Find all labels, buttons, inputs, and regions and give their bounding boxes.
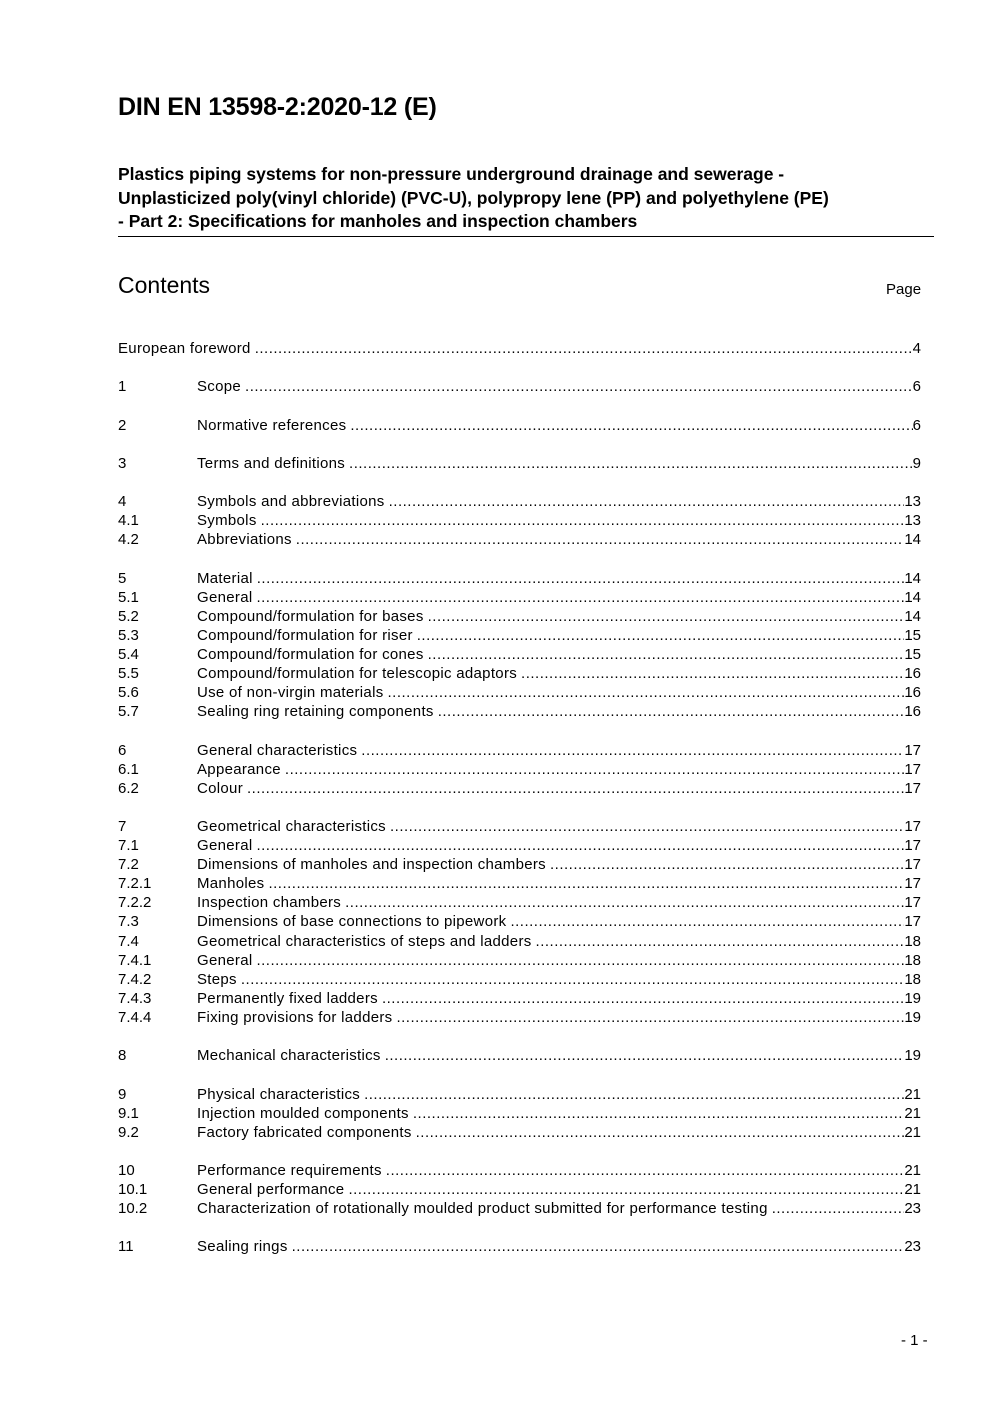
toc-entry-body xyxy=(197,511,921,530)
dot-leader xyxy=(261,511,905,530)
toc-entry[interactable] xyxy=(118,702,921,721)
toc-entry-body xyxy=(197,454,921,473)
toc-entry-title: Compound/formulation for cones xyxy=(197,645,424,663)
toc-entry-title: Dimensions of manholes and inspection chambers xyxy=(197,856,546,874)
dot-leader xyxy=(428,645,905,664)
toc-entry-number: 7.4.1 xyxy=(118,951,152,969)
toc-entry-body xyxy=(197,588,921,607)
toc-entry-title: Use of non-virgin materials xyxy=(197,684,384,702)
toc-entry-title: Compound/formulation for telescopic adaptors xyxy=(197,665,518,683)
dot-leader xyxy=(268,874,904,893)
toc-entry-page: 16 xyxy=(904,665,921,683)
toc-entry-page: 14 xyxy=(904,607,921,625)
toc-entry[interactable] xyxy=(118,339,921,358)
toc-entry-body xyxy=(197,626,921,645)
toc-entry-number: 7.4 xyxy=(118,932,139,950)
toc-entry[interactable] xyxy=(118,683,921,702)
toc-entry-page: 17 xyxy=(904,894,921,912)
toc-entry[interactable] xyxy=(118,1085,921,1104)
toc-entry-page: 21 xyxy=(904,1085,921,1103)
toc-entry-number: 6.1 xyxy=(118,760,139,778)
toc-entry-title: Symbols xyxy=(197,512,257,530)
toc-entry-number: 2 xyxy=(118,416,127,434)
toc-entry-page: 15 xyxy=(904,626,921,644)
toc-entry-title: General xyxy=(197,588,253,606)
dot-leader xyxy=(385,1046,905,1065)
toc-entry-number: 7.4.3 xyxy=(118,989,152,1007)
toc-entry-page: 13 xyxy=(904,512,921,530)
page-column-heading: Page xyxy=(886,281,922,298)
toc-entry-number: 9 xyxy=(118,1085,127,1103)
toc-entry-body xyxy=(197,970,921,989)
dot-leader xyxy=(521,664,904,683)
toc-entry[interactable] xyxy=(118,1237,921,1256)
dot-leader xyxy=(390,817,904,836)
toc-entry-page: 17 xyxy=(904,837,921,855)
toc-entry-body xyxy=(118,339,921,358)
toc-entry[interactable] xyxy=(118,989,921,1008)
toc-entry[interactable] xyxy=(118,1008,921,1027)
toc-entry-page: 4 xyxy=(912,340,921,357)
title-line: Plastics piping systems for non-pressure underground drainage and sewerage - xyxy=(118,164,785,184)
toc-entry-title: General xyxy=(197,951,253,969)
dot-leader xyxy=(256,951,904,970)
toc-entry-number: 7.2.2 xyxy=(118,894,152,912)
toc-entry-number: 10.1 xyxy=(118,1181,148,1199)
toc-entry-body xyxy=(197,779,921,798)
toc-entry-number: 5.3 xyxy=(118,626,139,644)
toc-entry-number: 7.2.1 xyxy=(118,875,152,893)
toc-entry-title: Performance requirements xyxy=(197,1161,382,1179)
toc-entry-page: 19 xyxy=(904,989,921,1007)
toc-entry[interactable] xyxy=(118,817,921,836)
toc-entry-number: 5.6 xyxy=(118,684,139,702)
toc-entry[interactable] xyxy=(118,530,921,549)
toc-entry-body xyxy=(197,607,921,626)
toc-entry-page: 18 xyxy=(904,970,921,988)
toc-entry-title: Material xyxy=(197,569,253,587)
toc-entry-number: 9.2 xyxy=(118,1123,139,1141)
toc-entry-number: 4.1 xyxy=(118,512,139,530)
toc-entry-page: 17 xyxy=(904,760,921,778)
toc-entry-body xyxy=(197,1046,921,1065)
toc-entry-title: Injection moulded components xyxy=(197,1104,409,1122)
dot-leader xyxy=(255,339,913,358)
toc-entry[interactable] xyxy=(118,1161,921,1180)
title-line: - Part 2: Specifications for manholes and inspection chambers xyxy=(118,211,638,231)
dot-leader xyxy=(389,492,905,511)
toc-entry-page: 14 xyxy=(904,588,921,606)
toc-entry-number: 11 xyxy=(118,1238,134,1256)
toc-entry-page: 19 xyxy=(904,1047,921,1065)
toc-entry-body xyxy=(197,492,921,511)
dot-leader xyxy=(417,626,905,645)
toc-entry-title: Mechanical characteristics xyxy=(197,1047,381,1065)
dot-leader xyxy=(536,932,905,951)
toc-entry[interactable] xyxy=(118,664,921,683)
toc-entry-title: General xyxy=(197,837,253,855)
toc-entry-title: General performance xyxy=(197,1181,345,1199)
toc-entry-number: 8 xyxy=(118,1047,127,1065)
toc-entry-page: 19 xyxy=(904,1008,921,1026)
toc-entry-body xyxy=(197,1199,921,1218)
dot-leader xyxy=(413,1104,904,1123)
toc-entry-body xyxy=(197,702,921,721)
toc-entry[interactable] xyxy=(118,511,921,530)
toc-entry-body xyxy=(197,760,921,779)
toc-entry-body xyxy=(197,817,921,836)
dot-leader xyxy=(350,416,912,435)
toc-entry-body xyxy=(197,874,921,893)
toc-entry-body xyxy=(197,836,921,855)
toc-entry-page: 16 xyxy=(904,703,921,721)
toc-entry[interactable] xyxy=(118,626,921,645)
dot-leader xyxy=(256,588,904,607)
toc-entry-page: 9 xyxy=(912,454,921,472)
toc-entry-title: Dimensions of base connections to pipework xyxy=(197,913,507,931)
dot-leader xyxy=(348,1180,904,1199)
toc-entry-page: 16 xyxy=(904,684,921,702)
toc-entry[interactable] xyxy=(118,1123,921,1142)
toc-entry-page: 21 xyxy=(904,1181,921,1199)
toc-entry-body xyxy=(197,569,921,588)
toc-entry-title: Steps xyxy=(197,970,237,988)
toc-entry[interactable] xyxy=(118,1199,921,1218)
toc-entry-number: 5.4 xyxy=(118,645,139,663)
dot-leader xyxy=(772,1199,905,1218)
dot-leader xyxy=(428,607,905,626)
toc-entry-page: 18 xyxy=(904,932,921,950)
toc-entry-body xyxy=(197,664,921,683)
dot-leader xyxy=(296,530,905,549)
toc-entry[interactable] xyxy=(118,607,921,626)
dot-leader xyxy=(438,702,905,721)
toc-entry-number: 5.7 xyxy=(118,703,139,721)
dot-leader xyxy=(364,1085,904,1104)
toc-entry-number: 6.2 xyxy=(118,779,139,797)
dot-leader xyxy=(396,1008,904,1027)
dot-leader xyxy=(349,454,913,473)
toc-entry-number: 10.2 xyxy=(118,1200,148,1218)
toc-entry-number: 7.4.2 xyxy=(118,970,152,988)
toc-entry-page: 6 xyxy=(912,378,921,396)
toc-entry[interactable] xyxy=(118,970,921,989)
toc-entry-page: 17 xyxy=(904,818,921,835)
toc-entry-title: Permanently fixed ladders xyxy=(197,989,378,1007)
toc-entry[interactable] xyxy=(118,951,921,970)
toc-entry-body xyxy=(197,683,921,702)
toc-entry-title: Compound/formulation for bases xyxy=(197,607,424,625)
toc-entry[interactable] xyxy=(118,416,921,435)
dot-leader xyxy=(256,836,904,855)
toc-entry-title: Terms and definitions xyxy=(197,454,346,472)
toc-entry-number: 5 xyxy=(118,569,127,587)
dot-leader xyxy=(245,377,913,396)
toc-entry-body xyxy=(197,530,921,549)
toc-entry[interactable] xyxy=(118,569,921,588)
dot-leader xyxy=(510,912,904,931)
toc-entry-number: 7.2 xyxy=(118,856,139,874)
toc-entry[interactable] xyxy=(118,893,921,912)
toc-entry-page: 14 xyxy=(904,531,921,549)
toc-entry[interactable] xyxy=(118,741,921,760)
dot-leader xyxy=(361,741,904,760)
toc-entry-number: 9.1 xyxy=(118,1104,139,1122)
toc-entry[interactable] xyxy=(118,779,921,798)
toc-entry-body xyxy=(197,1104,921,1123)
toc-entry[interactable] xyxy=(118,492,921,511)
toc-entry-title: Inspection chambers xyxy=(197,894,342,912)
toc-entry[interactable] xyxy=(118,932,921,951)
toc-entry[interactable] xyxy=(118,760,921,779)
toc-entry-body xyxy=(197,855,921,874)
toc-entry-body xyxy=(197,932,921,951)
toc-entry-body xyxy=(197,1085,921,1104)
toc-entry-body xyxy=(197,912,921,931)
toc-entry-body xyxy=(197,645,921,664)
toc-entry-body xyxy=(197,1161,921,1180)
toc-entry[interactable] xyxy=(118,1104,921,1123)
page-number: - 1 - xyxy=(901,1332,928,1349)
toc-entry-number: 6 xyxy=(118,741,127,759)
toc-entry-page: 17 xyxy=(904,856,921,874)
contents-heading: Contents xyxy=(118,272,211,298)
toc-entry-number: 7.4.4 xyxy=(118,1008,152,1026)
toc-entry-title: Scope xyxy=(197,378,242,396)
toc-entry-page: 23 xyxy=(904,1200,921,1218)
dot-leader xyxy=(241,970,904,989)
toc-entry-number: 5.5 xyxy=(118,665,139,683)
toc-entry-title: General characteristics xyxy=(197,741,358,759)
toc-entry-number: 1 xyxy=(118,378,127,396)
toc-entry-number: 7.3 xyxy=(118,913,139,931)
toc-entry-title: Characterization of rotationally moulded product submitted for performance testing xyxy=(197,1200,768,1218)
toc-entry-title: Sealing rings xyxy=(197,1238,288,1256)
toc-entry-body xyxy=(197,377,921,396)
toc-entry-title: Colour xyxy=(197,779,243,797)
dot-leader xyxy=(388,683,905,702)
toc-entry-title: Physical characteristics xyxy=(197,1085,361,1103)
toc-entry-body xyxy=(197,951,921,970)
toc-entry[interactable] xyxy=(118,377,921,396)
toc-entry-number: 5.2 xyxy=(118,607,139,625)
toc-entry-page: 17 xyxy=(904,875,921,893)
toc-entry-page: 13 xyxy=(904,493,921,511)
toc-entry-number: 7 xyxy=(118,818,127,835)
toc-entry[interactable] xyxy=(118,874,921,893)
dot-leader xyxy=(345,893,904,912)
toc-entry-page: 14 xyxy=(904,569,921,587)
dot-leader xyxy=(292,1237,905,1256)
toc-entry[interactable] xyxy=(118,588,921,607)
toc-entry-body xyxy=(197,893,921,912)
dot-leader xyxy=(550,855,904,874)
toc-entry-page: 17 xyxy=(904,741,921,759)
table-of-contents xyxy=(118,339,921,1257)
toc-entry-title: Abbreviations xyxy=(197,531,292,549)
toc-entry-title: Appearance xyxy=(197,760,281,778)
toc-entry-page: 21 xyxy=(904,1123,921,1141)
toc-entry-page: 15 xyxy=(904,645,921,663)
document-id: DIN EN 13598-2:2020-12 (E) xyxy=(118,93,437,121)
toc-entry-number: 5.1 xyxy=(118,588,139,606)
toc-entry-number: 4.2 xyxy=(118,531,139,549)
toc-entry[interactable] xyxy=(118,912,921,931)
toc-entry[interactable] xyxy=(118,1046,921,1065)
toc-entry[interactable] xyxy=(118,454,921,473)
toc-entry-body xyxy=(197,1008,921,1027)
toc-entry-body xyxy=(197,1123,921,1142)
toc-entry-title: Sealing ring retaining components xyxy=(197,703,434,721)
toc-entry-page: 21 xyxy=(904,1161,921,1179)
toc-entry-title: Symbols and abbreviations xyxy=(197,493,385,511)
toc-entry-title: Compound/formulation for riser xyxy=(197,626,413,644)
toc-entry-title: Geometrical characteristics xyxy=(197,818,386,835)
toc-entry-page: 18 xyxy=(904,951,921,969)
toc-entry[interactable] xyxy=(118,1180,921,1199)
toc-entry-body xyxy=(197,989,921,1008)
document-title xyxy=(118,163,934,237)
toc-entry-page: 23 xyxy=(904,1238,921,1256)
toc-entry[interactable] xyxy=(118,645,921,664)
toc-entry-number: 7.1 xyxy=(118,837,139,855)
toc-entry-title: Manholes xyxy=(197,875,265,893)
dot-leader xyxy=(257,569,905,588)
toc-entry-body xyxy=(197,1237,921,1256)
toc-entry-number: 10 xyxy=(118,1161,135,1179)
dot-leader xyxy=(382,989,904,1008)
toc-entry-page: 21 xyxy=(904,1104,921,1122)
toc-entry-page: 17 xyxy=(904,913,921,931)
dot-leader xyxy=(416,1123,905,1142)
toc-entry-title: Geometrical characteristics of steps and ladders xyxy=(197,932,532,950)
toc-entry-title: Normative references xyxy=(197,416,347,434)
dot-leader xyxy=(285,760,904,779)
toc-entry[interactable] xyxy=(118,855,921,874)
toc-entry[interactable] xyxy=(118,836,921,855)
toc-entry-title: European foreword xyxy=(118,340,251,357)
toc-entry-body xyxy=(197,741,921,760)
toc-entry-title: Factory fabricated components xyxy=(197,1123,412,1141)
title-line: Unplasticized poly(vinyl chloride) (PVC-U), polypropy lene (PP) and polyethylene (PE) xyxy=(118,187,829,208)
toc-entry-body xyxy=(197,416,921,435)
toc-entry-number: 3 xyxy=(118,454,127,472)
toc-entry-number: 4 xyxy=(118,493,127,511)
toc-entry-page: 17 xyxy=(904,779,921,797)
toc-entry-body xyxy=(197,1180,921,1199)
dot-leader xyxy=(386,1161,905,1180)
toc-entry-title: Fixing provisions for ladders xyxy=(197,1008,393,1026)
dot-leader xyxy=(247,779,904,798)
toc-entry-page: 6 xyxy=(912,416,921,434)
